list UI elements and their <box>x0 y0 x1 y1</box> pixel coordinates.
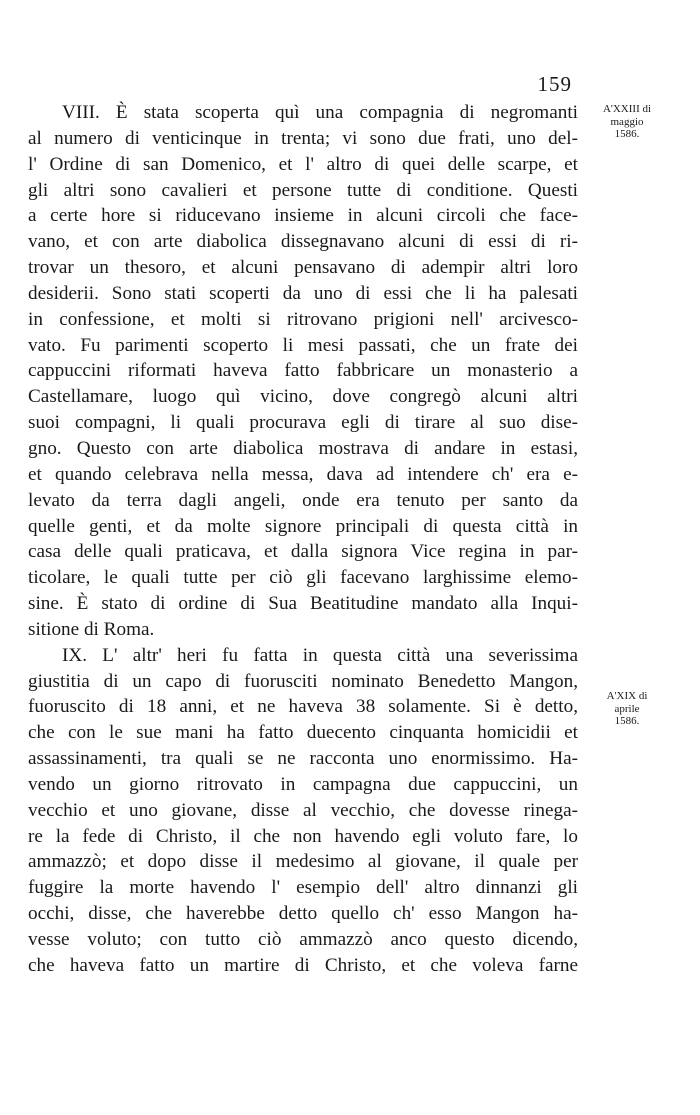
text-line: al numero di venticinque in trenta; vi sono due frati, uno del- <box>28 127 578 149</box>
text-line: giustitia di un capo di fuorusciti nominato Benedetto Mangon, <box>28 670 578 692</box>
body-text <box>28 100 578 979</box>
text-line: vano, et con arte diabolica dissegnavano alcuni di essi di ri- <box>28 231 578 253</box>
margin-note-line: 1586. <box>614 715 640 727</box>
text-line: gli altri sono cavalieri et persone tutte di conditione. Questi <box>28 179 578 201</box>
text-line: Castellamare, luogo quì vicino, dove congregò alcuni altri <box>28 386 578 408</box>
text-line: trovar un thesoro, et alcuni pensavano di adempir altri loro <box>28 257 578 279</box>
text-line: re la fede di Christo, il che non havendo egli voluto fare, lo <box>28 825 578 847</box>
text-line: che con le sue mani ha fatto duecento cinquanta homicidii et <box>28 722 578 744</box>
text-line: IX. L' altr' heri fu fatta in questa città una severissima <box>62 644 578 666</box>
text-line: ammazzò; et dopo disse il medesimo al giovane, il quale per <box>28 851 578 873</box>
text-line: fuoruscito di 18 anni, et ne haveva 38 solamente. Si è detto, <box>28 696 578 718</box>
text-line: assassinamenti, tra quali se ne racconta uno enormissimo. Ha- <box>28 748 578 770</box>
text-line: occhi, disse, che haverebbe detto quello ch' esso Mangon ha- <box>28 903 578 925</box>
text-line: suoi compagni, li quali procurava egli di tirare al suo dise- <box>28 412 578 434</box>
text-line: cappuccini riformati haveva fatto fabbricare un monasterio a <box>28 360 578 382</box>
margin-note-date <box>586 103 668 141</box>
text-line: desiderii. Sono stati scoperti da uno di essi che li ha palesati <box>28 282 578 304</box>
page-number: 159 <box>537 72 572 96</box>
text-line: fuggire la morte havendo l' esempio dell' altro dinnanzi gli <box>28 877 578 899</box>
text-line: a certe hore si riducevano insieme in alcuni circoli che face- <box>28 205 578 227</box>
text-line: sine. È stato di ordine di Sua Beatitudine mandato alla Inqui- <box>28 593 578 615</box>
text-line: vesse voluto; con tutto ciò ammazzò anco questo dicendo, <box>28 929 578 950</box>
margin-note-line: maggio <box>610 115 644 128</box>
text-line: in confessione, et molti si ritrovano prigioni nell' arcivesco- <box>28 308 578 330</box>
text-line: VIII. È stata scoperta quì una compagnia di negromanti <box>62 102 578 123</box>
margin-note-line: A'XXIII di <box>602 103 652 115</box>
section-ix <box>28 643 578 979</box>
text-line: quelle genti, et da molte signore principali di questa città in <box>28 515 578 537</box>
margin-note-line: aprile <box>614 702 640 715</box>
text-line: et quando celebrava nella messa, dava ad intendere ch' era e- <box>28 463 578 485</box>
text-line: gno. Questo con arte diabolica mostrava di andare in estasi, <box>28 437 578 459</box>
text-line: vendo un giorno ritrovato in campagna due cappuccini, un <box>28 773 578 795</box>
margin-note-date <box>586 690 668 728</box>
text-line: casa delle quali praticava, et dalla signora Vice regina in par- <box>28 541 578 563</box>
section-viii <box>28 100 578 643</box>
text-line: sitione di Roma. <box>28 618 155 640</box>
text-line: vecchio et uno giovane, disse al vecchio, che dovesse rinega- <box>28 799 578 821</box>
margin-note-line: 1586. <box>614 128 640 140</box>
margin-note-line: A'XIX di <box>606 690 648 702</box>
text-line: che haveva fatto un martire di Christo, et che voleva farne <box>28 954 578 976</box>
text-line: vato. Fu parimenti scoperto li mesi passati, che un frate dei <box>28 334 578 356</box>
text-line: l' Ordine di san Domenico, et l' altro di quei delle scarpe, et <box>28 153 578 175</box>
text-line: levato da terra dagli angeli, onde era tenuto per santo da <box>28 489 578 511</box>
text-line: ticolare, le quali tutte per ciò gli facevano larghissime elemo- <box>28 567 578 589</box>
